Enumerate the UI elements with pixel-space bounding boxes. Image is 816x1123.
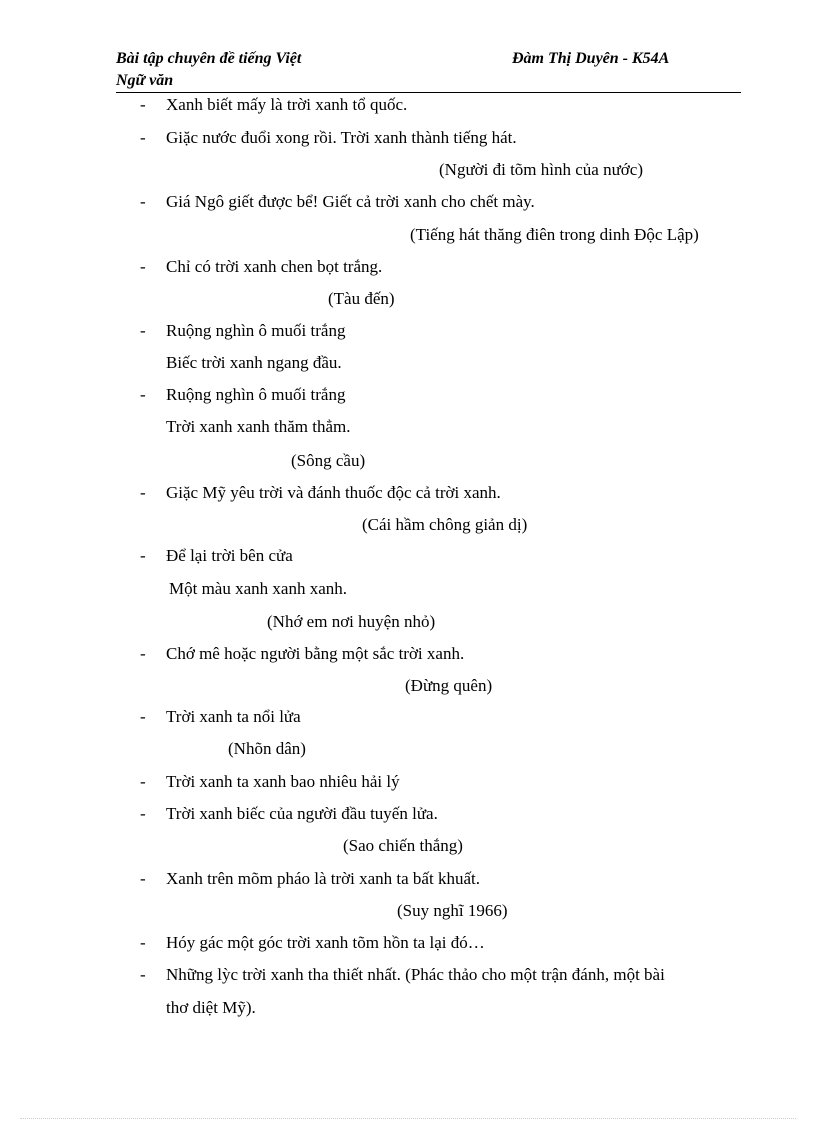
source-citation: (Tiếng hát thăng điên trong dinh Độc Lập) [410, 225, 699, 244]
quote-line: Chớ mê hoặc người bằng một sắc trời xanh. [166, 644, 465, 663]
quote-line: Chỉ có trời xanh chen bọt trắng. [166, 257, 383, 276]
quote-line: Những lỳc trời xanh tha thiết nhất. (Phác thảo cho một trận đánh, một bài [166, 965, 665, 984]
bullet-dash: - [140, 321, 146, 340]
source-citation: (Nhớ em nơi huyện nhỏ) [267, 612, 436, 631]
bullet-dash: - [140, 483, 146, 502]
quote-line: Giá Ngô giết được bể! Giết cả trời xanh cho chết mày. [166, 192, 535, 211]
bullet-dash: - [140, 707, 146, 726]
quote-line-continued: Trời xanh xanh thăm thẳm. [166, 417, 351, 436]
bullet-dash: - [140, 933, 146, 952]
header-subject: Ngữ văn [116, 72, 174, 89]
source-citation: (Tàu đến) [328, 289, 395, 308]
quote-line-continued: Một màu xanh xanh xanh. [169, 579, 347, 598]
quote-line: Xanh biết mấy là trời xanh tổ quốc. [166, 95, 408, 114]
source-citation: (Cái hầm chông giản dị) [362, 515, 528, 534]
bullet-dash: - [140, 257, 146, 276]
bullet-dash: - [140, 804, 146, 823]
quote-line: Trời xanh biếc của người đầu tuyến lửa. [166, 804, 438, 823]
source-citation: (Nhõn dân) [228, 739, 306, 758]
bullet-dash: - [140, 644, 146, 663]
quote-line: Xanh trên mõm pháo là trời xanh ta bất khuất. [166, 869, 480, 888]
bullet-dash: - [140, 128, 146, 147]
header-course-title: Bài tập chuyên đề tiếng Việt [116, 50, 302, 67]
quote-line: Ruộng nghìn ô muối trắng [166, 385, 346, 404]
page-bottom-rule [20, 1118, 796, 1119]
quote-line-continued: thơ diệt Mỹ). [166, 998, 256, 1017]
bullet-dash: - [140, 192, 146, 211]
quote-line: Ruộng nghìn ô muối trắng [166, 321, 346, 340]
quote-line-continued: Biếc trời xanh ngang đầu. [166, 353, 342, 372]
quote-line: Để lại trời bên cửa [166, 546, 293, 565]
bullet-dash: - [140, 869, 146, 888]
source-citation: (Đừng quên) [405, 676, 493, 695]
source-citation: (Sông cầu) [291, 451, 366, 470]
quote-line: Giặc Mỹ yêu trời và đánh thuốc độc cả trời xanh. [166, 483, 501, 502]
quote-line: Giặc nước đuổi xong rồi. Trời xanh thành tiếng hát. [166, 128, 517, 147]
bullet-dash: - [140, 385, 146, 404]
source-citation: (Người đi tõm hình của nước) [439, 160, 644, 179]
quote-line: Trời xanh ta xanh bao nhiêu hải lý [166, 772, 400, 791]
bullet-dash: - [140, 95, 146, 114]
source-citation: (Sao chiến thắng) [343, 836, 463, 855]
bullet-dash: - [140, 772, 146, 791]
header-author: Đàm Thị Duyên - K54A [512, 50, 670, 67]
source-citation: (Suy nghĩ 1966) [397, 901, 508, 920]
quote-line: Hóy gác một góc trời xanh tõm hồn ta lại đó… [166, 933, 485, 952]
quote-line: Trời xanh ta nổi lửa [166, 707, 301, 726]
bullet-dash: - [140, 546, 146, 565]
bullet-dash: - [140, 965, 146, 984]
